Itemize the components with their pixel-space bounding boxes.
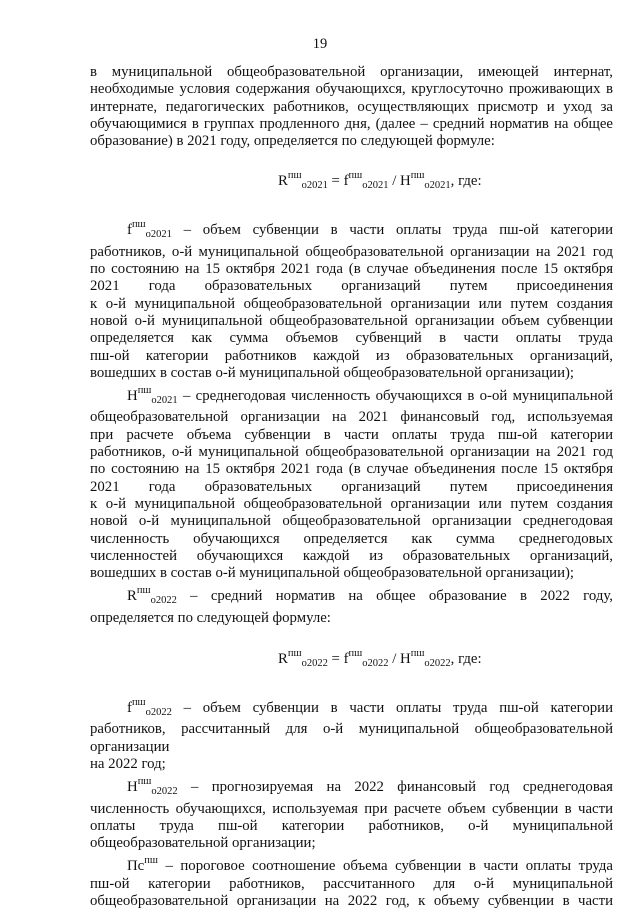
definition-f2022 [90, 694, 613, 773]
text-line: общеобразовательной организации на 2021 финансовый год, используемая [90, 409, 613, 426]
definition-f2021 [90, 216, 613, 382]
text-line: $Пс^{пш}$ – пороговое соотношение объема субвенции в части оплаты труда [127, 855, 613, 875]
text-line: по состоянию на 15 октября 2021 года (в случае объединения после 15 октября [90, 261, 613, 278]
math-symbol: $R^{пш}_{о2022}$ [127, 585, 177, 607]
math-symbol: $Н^{пш}_{о2021}$ [127, 385, 178, 407]
formula-r-symbol: $R^{пш}_{о2021}$ [278, 170, 328, 192]
text-line: $R^{пш}_{о2022}$ – средний норматив на общее образование в 2022 году, [127, 585, 613, 607]
text-line: общеобразовательной организации на 2022 год, к объему субвенции в части [90, 892, 613, 909]
text-line: численность обучающихся, используемая при расчете объем субвенции в части [90, 800, 613, 817]
text-line: оплаты труда пш-ой категории работников, о-й муниципальной [90, 817, 613, 834]
text-line: работников, рассчитанный для о-й муниципальной общеобразовательной [90, 721, 613, 738]
text-line: работников, о-й муниципальной общеобразовательной организации на 2021 год [90, 444, 613, 461]
text-line: пш-ой категории работников, рассчитанного для о-й муниципальной [90, 875, 613, 892]
text-line: работников, о-й муниципальной общеобразовательной организации на 2021 год [90, 243, 613, 260]
formula-2021: $R^{пш}_{о2021} = f^{пш}_{о2021} / Н^{пш}_{о2021}$, где: [278, 170, 482, 192]
text-line: новой о-й муниципальной общеобразовательной организации среднегодовая [90, 513, 613, 530]
formula-r-symbol: $R^{пш}_{о2022}$ [278, 648, 328, 670]
definition-n2021 [90, 382, 613, 582]
text-line: 2021 года образовательных организаций путем присоединения [90, 278, 613, 295]
document-body [90, 64, 613, 910]
text-line: при расчете объема субвенции в части оплаты труда пш-ой категории [90, 426, 613, 443]
text-line: $Н^{пш}_{о2022}$ – прогнозируемая на 2022 финансовый год среднегодовая [127, 776, 613, 798]
text-line: вошедших в состав о-й муниципальной общеобразовательной организации); [90, 565, 575, 582]
math-symbol: $Н^{пш}_{о2022}$ [127, 776, 178, 798]
math-symbol: $f^{пш}_{о2022}$ [127, 697, 172, 719]
definition-n2022 [90, 773, 613, 852]
text-line: пш-ой категории работников каждой из образовательных организаций, [90, 347, 613, 364]
page-number: 19 [312, 36, 328, 52]
text-line: определяется как сумма объемов субвенций в части оплаты труда [90, 330, 613, 347]
definition-pc [90, 852, 613, 910]
formula-f-symbol: $f^{пш}_{о2022}$ [343, 648, 389, 670]
text-line: на 2022 год; [90, 755, 166, 772]
formula-n-symbol: $Н^{пш}_{о2022}$ [400, 648, 451, 670]
formula-2022: $R^{пш}_{о2022} = f^{пш}_{о2022} / Н^{пш}_{о2022}$, где: [278, 648, 482, 670]
math-symbol: $f^{пш}_{о2021}$ [127, 219, 172, 241]
text-line: к о-й муниципальной общеобразовательной организации или путем создания [90, 295, 613, 312]
text-line: $Н^{пш}_{о2021}$ – среднегодовая численность обучающихся в о-ой муниципальной [127, 385, 613, 407]
intro-paragraph: в муниципальной общеобразовательной организации, имеющей интернат, необходимые условия содержания обучающихся, круглосуточно проживающих в интернате, педагогических работников, осуществляющих присмотр и уход за обучающимися в группах продленного дня, (далее – средний норматив на общее образование) в 2021 году, определяется по следующей формуле: [90, 64, 613, 150]
text-line: определяется по следующей формуле: [90, 609, 331, 626]
text-line: по состоянию на 15 октября 2021 года (в случае объединения после 15 октября [90, 461, 613, 478]
text-line: новой о-й муниципальной общеобразовательной организации объем субвенции [90, 312, 613, 329]
text-line: численностей обучающихся каждой из образовательных организаций, [90, 547, 613, 564]
text-line: к о-й муниципальной общеобразовательной организации или путем создания [90, 495, 613, 512]
text-line: $f^{пш}_{о2021}$ – объем субвенции в части оплаты труда пш-ой категории [127, 219, 613, 241]
text-line: вошедших в состав о-й муниципальной общеобразовательной организации); [90, 364, 575, 381]
text-line: организации [90, 738, 170, 755]
text-line: 2021 года образовательных организаций путем присоединения [90, 478, 613, 495]
text-line: численность обучающихся определяется как сумма среднегодовых [90, 530, 613, 547]
formula-n-symbol: $Н^{пш}_{о2021}$ [400, 170, 451, 192]
definition-r2022 [90, 582, 613, 627]
formula-f-symbol: $f^{пш}_{о2021}$ [343, 170, 389, 192]
text-line: общеобразовательной организации; [90, 835, 316, 852]
text-line: $f^{пш}_{о2022}$ – объем субвенции в части оплаты труда пш-ой категории [127, 697, 613, 719]
math-symbol: $Пс^{пш}$ [127, 855, 158, 875]
